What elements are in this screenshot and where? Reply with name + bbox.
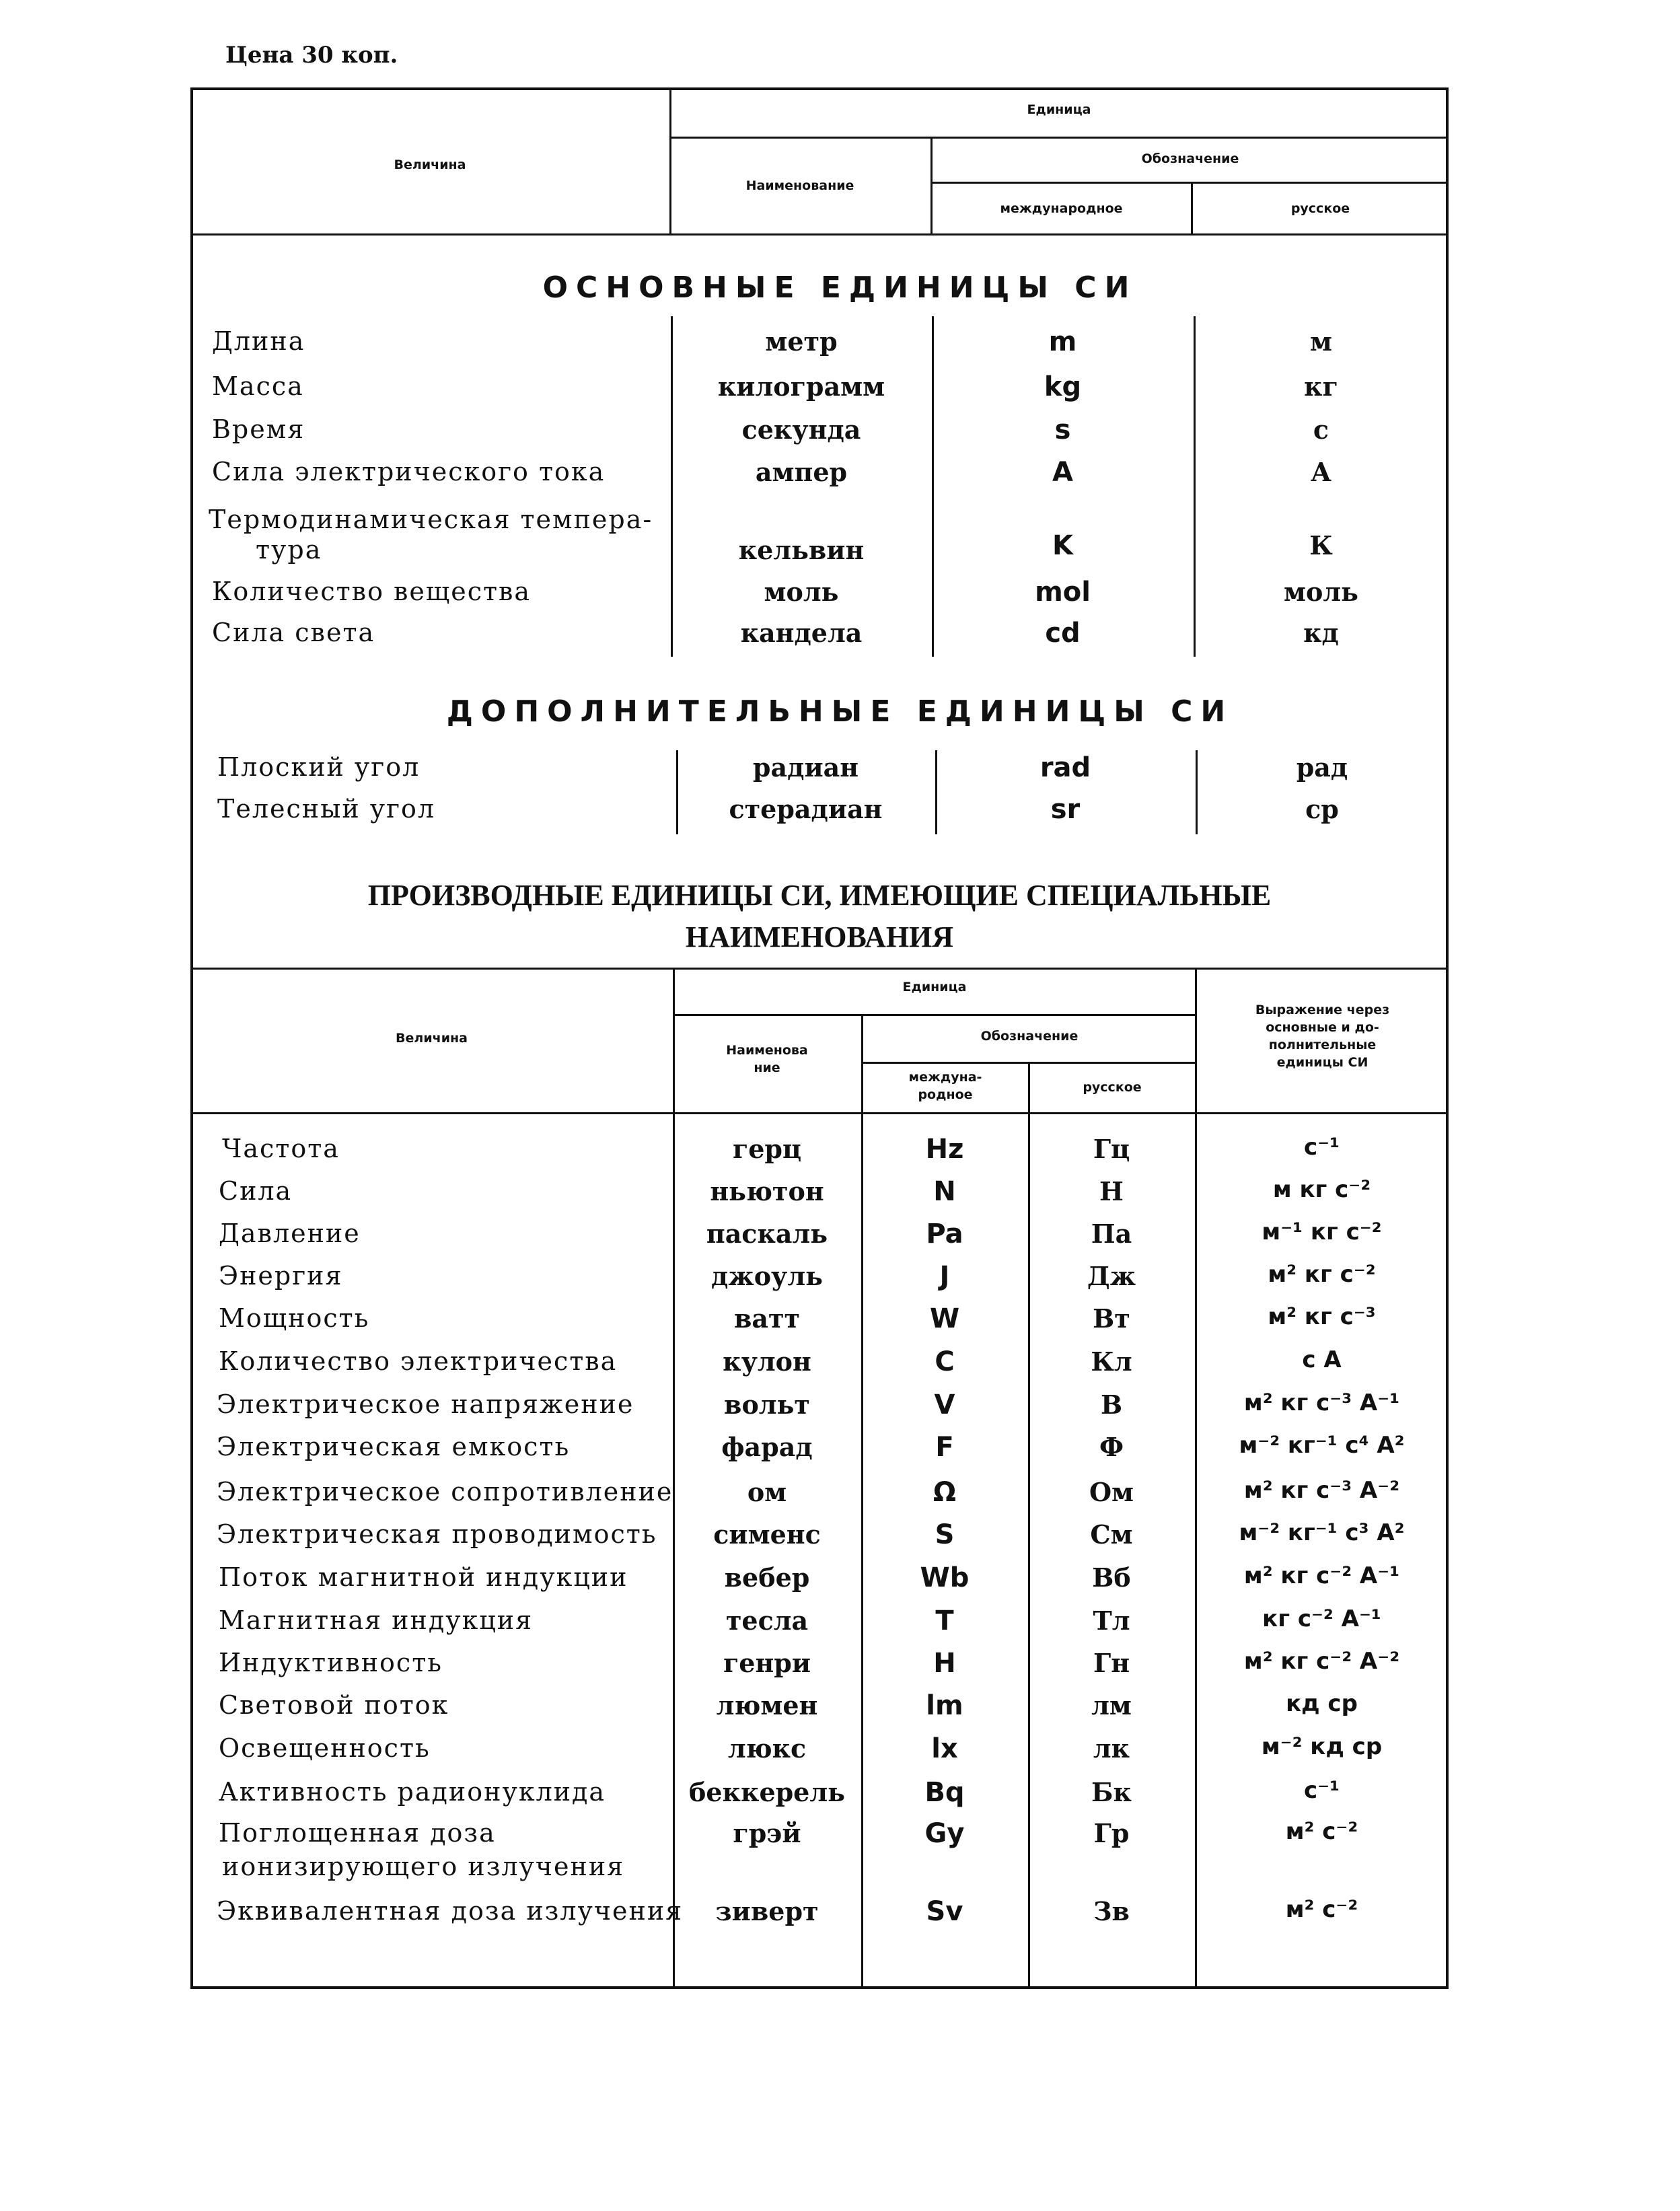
intl-cell: S [935, 1519, 955, 1550]
intl-cell: W [929, 1303, 960, 1334]
rus-cell: В [1100, 1389, 1123, 1420]
expr-cell: с⁻¹ [1304, 1777, 1340, 1804]
quantity-cell: Поток магнитной индукции [219, 1562, 628, 1592]
expr-cell: м кг с⁻² [1272, 1176, 1371, 1203]
quantity-cell: Сила электрического тока [212, 457, 606, 486]
expr-cell: с⁻¹ [1304, 1134, 1340, 1161]
quantity-cell: Активность радионуклида [219, 1777, 606, 1807]
header2-intl-line1: междуна- [908, 1070, 982, 1085]
table-row [0, 1303, 1680, 1344]
name-cell: паскаль [706, 1219, 828, 1249]
name-cell: люмен [716, 1690, 818, 1720]
rus-cell: ср [1305, 794, 1339, 824]
table-row [0, 1690, 1680, 1731]
table-row [0, 794, 1680, 834]
quantity-cell: Давление [219, 1219, 361, 1248]
header1-unit: Единица [1027, 102, 1091, 117]
rus-cell: Гц [1093, 1134, 1130, 1164]
quantity-cell: Эквивалентная доза излучения [217, 1896, 684, 1926]
table-row [0, 326, 1680, 367]
intl-cell: m [1048, 326, 1077, 357]
header2-international [863, 1068, 1028, 1103]
name-cell: радиан [752, 752, 859, 783]
header1-russian: русское [1290, 201, 1350, 216]
table-row [0, 1261, 1680, 1301]
table-row [0, 752, 1680, 793]
header2-name-line2: ние [754, 1060, 780, 1075]
rus-cell: Бк [1091, 1777, 1132, 1807]
expr-cell: м² с⁻² [1285, 1896, 1358, 1923]
header1-name: Наименование [745, 178, 854, 193]
table-row [0, 505, 1680, 579]
expr-cell: м² кг с⁻³ А⁻¹ [1243, 1389, 1400, 1416]
table-row [0, 1346, 1680, 1387]
name-cell: зиверт [715, 1896, 819, 1926]
table-row [0, 1519, 1680, 1560]
header2-expression [1196, 1001, 1449, 1071]
intl-cell: Pa [926, 1219, 963, 1249]
intl-cell: Sv [926, 1896, 963, 1927]
intl-cell: T [935, 1605, 954, 1636]
name-cell: тесла [725, 1605, 809, 1636]
section-derived-title-line1: ПРОИЗВОДНЫЕ ЕДИНИЦЫ СИ, ИМЕЮЩИЕ СПЕЦИАЛЬНЫЕ [367, 879, 1272, 912]
table-row [0, 1176, 1680, 1217]
table-row [0, 371, 1680, 412]
name-cell: герц [732, 1134, 802, 1164]
intl-cell: s [1054, 414, 1071, 445]
intl-cell: K [1052, 530, 1073, 561]
quantity-cell: Световой поток [219, 1690, 449, 1720]
intl-cell: cd [1045, 618, 1081, 649]
expr-cell: м² кг с⁻² [1268, 1261, 1376, 1288]
header2-designation: Обозначение [980, 1029, 1079, 1044]
quantity-cell-cont: ионизирующего излучения [222, 1852, 625, 1881]
rus-cell: Вб [1092, 1562, 1131, 1593]
table-row [0, 414, 1680, 455]
name-cell: ампер [755, 457, 848, 487]
expr-cell: м² с⁻² [1285, 1818, 1358, 1845]
name-cell: кандела [740, 618, 863, 648]
rus-cell: Гн [1093, 1648, 1130, 1678]
rus-cell: моль [1284, 577, 1358, 607]
name-cell: грэй [733, 1818, 801, 1848]
intl-cell: lx [931, 1733, 958, 1764]
header2-quantity: Величина [396, 1031, 468, 1046]
quantity-cell: Частота [222, 1134, 340, 1163]
name-cell: люкс [727, 1733, 807, 1764]
table-row [0, 1219, 1680, 1259]
table-row [0, 1477, 1680, 1517]
header2-expr-line1: Выражение через [1255, 1003, 1390, 1017]
expr-cell: м⁻¹ кг с⁻² [1262, 1219, 1382, 1245]
expr-cell: с А [1302, 1346, 1342, 1373]
expr-cell: м⁻² кд ср [1261, 1733, 1383, 1760]
expr-cell: кд ср [1286, 1690, 1358, 1717]
rus-cell: Вт [1093, 1303, 1130, 1334]
name-cell: килограмм [717, 371, 885, 402]
name-cell: джоуль [711, 1261, 823, 1291]
quantity-cell: Поглощенная доза [219, 1818, 496, 1848]
header2-russian: русское [1083, 1080, 1142, 1095]
intl-cell: C [935, 1346, 955, 1377]
quantity-cell: Освещенность [219, 1733, 431, 1763]
rus-cell: Н [1099, 1176, 1124, 1206]
header1-international: международное [1000, 201, 1123, 216]
intl-cell: rad [1039, 752, 1091, 783]
table-row [0, 1648, 1680, 1688]
section-derived-title [190, 875, 1449, 958]
name-cell: ом [747, 1477, 787, 1507]
table-row [0, 618, 1680, 658]
rus-cell: Па [1091, 1219, 1132, 1249]
quantity-cell: Плоский угол [217, 752, 421, 782]
expr-cell: м² кг с⁻³ А⁻² [1243, 1477, 1400, 1504]
table-row [0, 1605, 1680, 1646]
rus-cell: А [1311, 457, 1331, 487]
intl-cell: Ω [933, 1477, 956, 1508]
rus-cell: рад [1296, 752, 1348, 783]
name-cell: кулон [723, 1346, 811, 1377]
header2-expr-line3: полнительные [1268, 1038, 1377, 1052]
name-cell: моль [764, 577, 839, 607]
table-row [0, 1432, 1680, 1472]
header2-top [190, 968, 1449, 970]
intl-cell: A [1052, 457, 1073, 488]
rus-cell: лм [1091, 1690, 1132, 1720]
intl-cell: H [933, 1648, 956, 1679]
quantity-cell: Электрическая емкость [217, 1432, 571, 1461]
header1-quantity: Величина [394, 157, 466, 172]
table-row [0, 1389, 1680, 1430]
rus-cell: лк [1093, 1733, 1130, 1764]
quantity-cell: Количество вещества [212, 577, 532, 606]
rus-cell: Зв [1093, 1896, 1130, 1926]
table-row [0, 1896, 1680, 1936]
rus-cell: См [1090, 1519, 1133, 1550]
rus-cell: кг [1304, 371, 1338, 402]
table-row [0, 1733, 1680, 1774]
rus-cell: К [1309, 530, 1333, 560]
intl-cell: lm [926, 1690, 963, 1721]
price-label: Цена 30 коп. [225, 42, 398, 69]
intl-cell: V [934, 1389, 955, 1420]
section-extra-title: ДОПОЛНИТЕЛЬНЫЕ ЕДИНИЦЫ СИ [446, 694, 1234, 729]
name-cell: ньютон [710, 1176, 824, 1206]
header2-bottom [190, 1112, 1449, 1114]
rus-cell: кд [1303, 618, 1339, 648]
table-row [0, 577, 1680, 617]
intl-cell: Wb [920, 1562, 970, 1593]
intl-cell: F [935, 1432, 954, 1463]
table-row [0, 1134, 1680, 1174]
name-cell: метр [765, 326, 838, 357]
intl-cell: J [939, 1261, 950, 1292]
intl-cell: kg [1044, 371, 1082, 402]
header2-name [673, 1042, 861, 1077]
rus-cell: Кл [1091, 1346, 1132, 1377]
section-derived-title-line2: НАИМЕНОВАНИЯ [685, 920, 954, 953]
header1-divider-unit [669, 137, 1449, 139]
name-cell: беккерель [689, 1777, 845, 1807]
quantity-cell: Электрическая проводимость [217, 1519, 657, 1549]
expr-cell: м⁻² кг⁻¹ с³ А² [1239, 1519, 1405, 1546]
expr-cell: м² кг с⁻² А⁻² [1243, 1648, 1400, 1675]
name-cell: ватт [733, 1303, 801, 1334]
expr-cell: кг с⁻² А⁻¹ [1262, 1605, 1381, 1632]
intl-cell: Gy [924, 1818, 965, 1849]
quantity-cell: Мощность [219, 1303, 370, 1333]
rus-cell: м [1309, 326, 1332, 357]
table-row [0, 1818, 1680, 1892]
quantity-cell: Магнитная индукция [219, 1605, 534, 1635]
header1-designation: Обозначение [1141, 151, 1239, 166]
quantity-cell: Телесный угол [217, 794, 436, 824]
quantity-cell-cont: тура [256, 535, 322, 565]
header1-bottom [190, 233, 1449, 235]
rus-cell: Ф [1099, 1432, 1124, 1462]
quantity-cell: Энергия [219, 1261, 343, 1291]
rus-cell: Дж [1087, 1261, 1136, 1291]
name-cell: генри [723, 1648, 811, 1678]
name-cell: кельвин [738, 535, 865, 565]
name-cell: вебер [724, 1562, 810, 1593]
intl-cell: sr [1050, 794, 1081, 825]
header2-expr-line2: основные и до- [1266, 1020, 1379, 1035]
header2-intl-line2: родное [918, 1087, 973, 1102]
header2-unit: Единица [902, 980, 967, 994]
name-cell: секунда [741, 414, 861, 445]
quantity-cell: Сила [219, 1176, 293, 1206]
rus-cell: Тл [1093, 1605, 1130, 1636]
intl-cell: mol [1035, 577, 1091, 608]
header2-divider-unit [673, 1014, 1196, 1016]
expr-cell: м² кг с⁻² А⁻¹ [1243, 1562, 1400, 1589]
intl-cell: Hz [925, 1134, 964, 1165]
expr-cell: м² кг с⁻³ [1268, 1303, 1376, 1330]
name-cell: сименс [713, 1519, 821, 1550]
quantity-cell: Электрическое сопротивление [217, 1477, 673, 1507]
quantity-cell: Время [212, 414, 305, 444]
name-cell: вольт [724, 1389, 810, 1420]
header2-name-line1: Наименова [726, 1043, 808, 1058]
rus-cell: с [1313, 414, 1329, 445]
header2-expr-line4: единицы СИ [1276, 1055, 1368, 1070]
quantity-cell: Длина [212, 326, 305, 356]
quantity-cell: Количество электричества [219, 1346, 618, 1376]
name-cell: фарад [721, 1432, 813, 1462]
table-row [0, 457, 1680, 497]
quantity-cell: Масса [212, 371, 304, 401]
table-row [0, 1777, 1680, 1817]
intl-cell: Bq [924, 1777, 965, 1808]
rus-cell: Гр [1093, 1818, 1130, 1848]
header1-divider-designation [932, 182, 1449, 184]
quantity-cell: Сила света [212, 618, 375, 647]
quantity-cell: Индуктивность [219, 1648, 443, 1677]
expr-cell: м⁻² кг⁻¹ с⁴ А² [1239, 1432, 1405, 1459]
quantity-cell: Электрическое напряжение [217, 1389, 634, 1419]
rus-cell: Ом [1089, 1477, 1134, 1507]
table-row [0, 1562, 1680, 1603]
quantity-cell: Термодинамическая темпера- [209, 505, 653, 534]
section-base-title: ОСНОВНЫЕ ЕДИНИЦЫ СИ [542, 270, 1138, 305]
name-cell: стерадиан [729, 794, 883, 824]
intl-cell: N [933, 1176, 956, 1207]
